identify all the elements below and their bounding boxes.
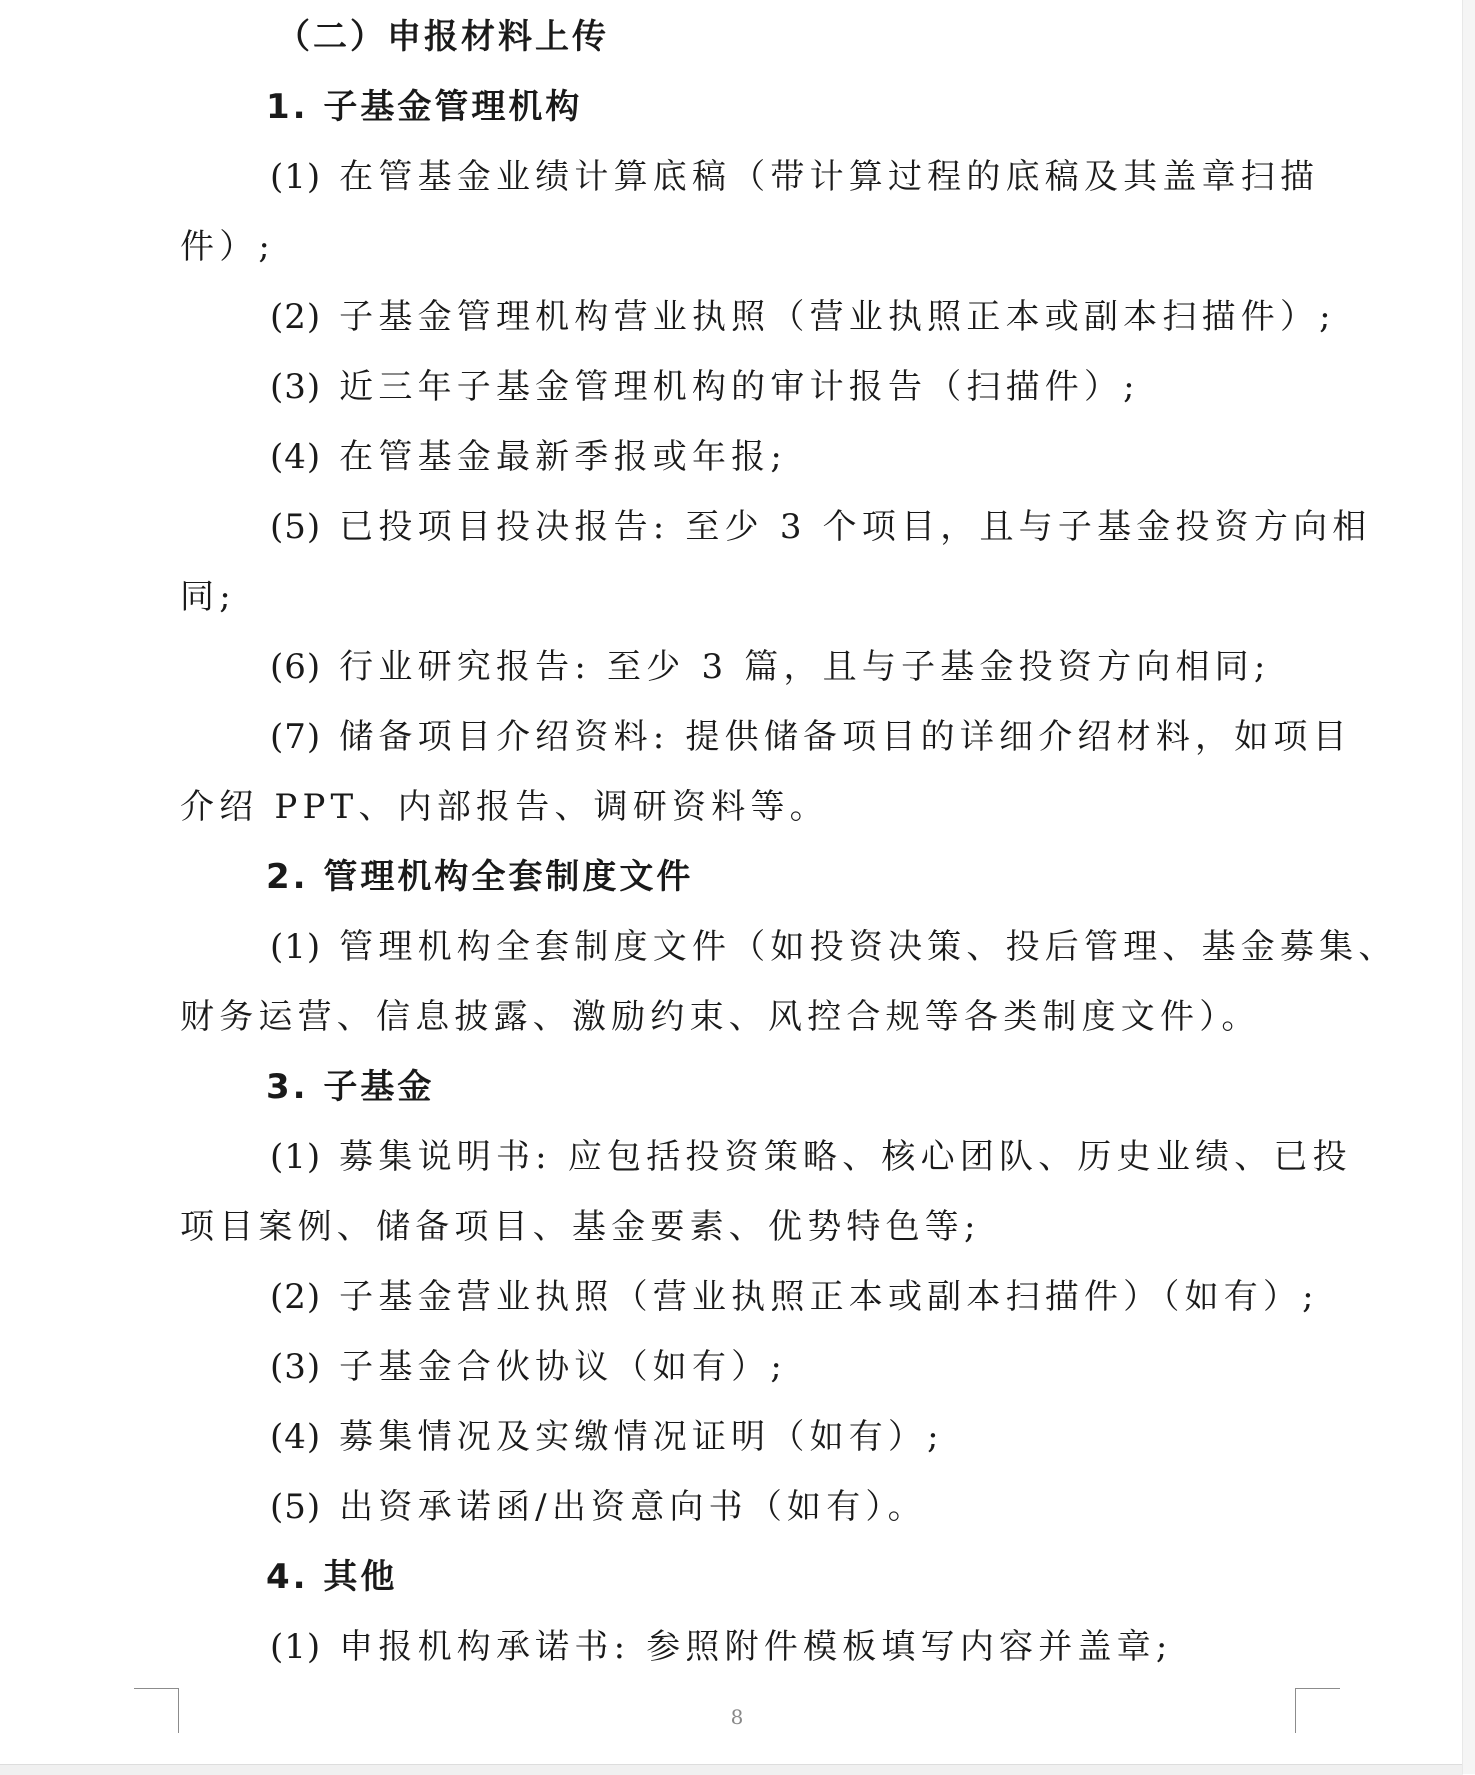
item-number: (4): [270, 437, 322, 477]
item-text: 募集情况及实缴情况证明（如有）;: [339, 1417, 944, 1457]
list-item-continuation: 项目案例、储备项目、基金要素、优势特色等;: [180, 1207, 981, 1247]
list-item: [180, 702, 1352, 772]
item-number: (1): [270, 1137, 322, 1177]
list-item: [180, 1472, 1290, 1542]
vertical-scrollbar[interactable]: [1462, 0, 1475, 1774]
item-text: 子基金管理机构营业执照（营业执照正本或副本扫描件）;: [339, 297, 1336, 337]
item-text: 子基金合伙协议（如有）;: [339, 1347, 788, 1387]
list-item-continuation: 件）;: [180, 227, 276, 267]
item-number: (4): [270, 1417, 322, 1457]
group-heading: 3. 子基金: [266, 1067, 435, 1107]
item-number: (6): [270, 647, 322, 687]
list-item: [180, 632, 1290, 702]
margin-corner-mark-right: [1295, 1688, 1340, 1733]
list-item-continuation: 介绍 PPT、内部报告、调研资料等。: [180, 787, 829, 827]
page-bottom-edge: [0, 1764, 1463, 1775]
list-item-continuation: 同;: [180, 577, 236, 617]
group-heading: 1. 子基金管理机构: [266, 87, 583, 127]
list-item-continuation: 财务运营、信息披露、激励约束、风控合规等各类制度文件）。: [180, 997, 1261, 1037]
item-number: (3): [270, 367, 322, 407]
item-number: (1): [270, 1627, 322, 1667]
margin-corner-mark-left: [134, 1688, 179, 1733]
page-number: 8: [730, 1705, 744, 1729]
item-number: (2): [270, 1277, 322, 1317]
list-item: [180, 142, 1320, 212]
list-item: [180, 912, 1398, 982]
group-heading: 4. 其他: [266, 1557, 398, 1597]
list-item: [180, 422, 1290, 492]
item-number: (5): [270, 1487, 322, 1527]
item-text: 行业研究报告: 至少 3 篇，且与子基金投资方向相同;: [339, 647, 1271, 687]
item-text: 管理机构全套制度文件（如投资决策、投后管理、基金募集、: [339, 927, 1398, 967]
item-text: 申报机构承诺书: 参照附件模板填写内容并盖章;: [339, 1627, 1173, 1667]
list-item: [180, 1612, 1290, 1682]
item-number: (3): [270, 1347, 322, 1387]
list-item: [180, 1332, 1290, 1402]
item-text: 在管基金最新季报或年报;: [339, 437, 788, 477]
item-number: (5): [270, 507, 322, 547]
item-text: 已投项目投决报告: 至少 3 个项目，且与子基金投资方向相: [339, 507, 1372, 547]
list-item: [180, 282, 1336, 352]
list-item: [180, 352, 1290, 422]
item-text: 子基金营业执照（营业执照正本或副本扫描件）（如有）;: [339, 1277, 1319, 1317]
list-item: [180, 1122, 1352, 1192]
group-heading: 2. 管理机构全套制度文件: [266, 857, 694, 897]
list-item: [180, 1262, 1319, 1332]
section-title: （二）申报材料上传: [276, 17, 609, 57]
item-number: (7): [270, 717, 322, 757]
item-text: 近三年子基金管理机构的审计报告（扫描件）;: [339, 367, 1140, 407]
item-text: 储备项目介绍资料: 提供储备项目的详细介绍材料，如项目: [339, 717, 1352, 757]
item-text: 募集说明书: 应包括投资策略、核心团队、历史业绩、已投: [339, 1137, 1352, 1177]
item-text: 在管基金业绩计算底稿（带计算过程的底稿及其盖章扫描: [339, 157, 1320, 197]
item-number: (1): [270, 157, 322, 197]
list-item: [180, 1402, 1290, 1472]
list-item: [180, 492, 1372, 562]
item-number: (2): [270, 297, 322, 337]
item-text: 出资承诺函/出资意向书（如有）。: [339, 1487, 927, 1527]
document-body: [180, 2, 1398, 1682]
item-number: (1): [270, 927, 322, 967]
